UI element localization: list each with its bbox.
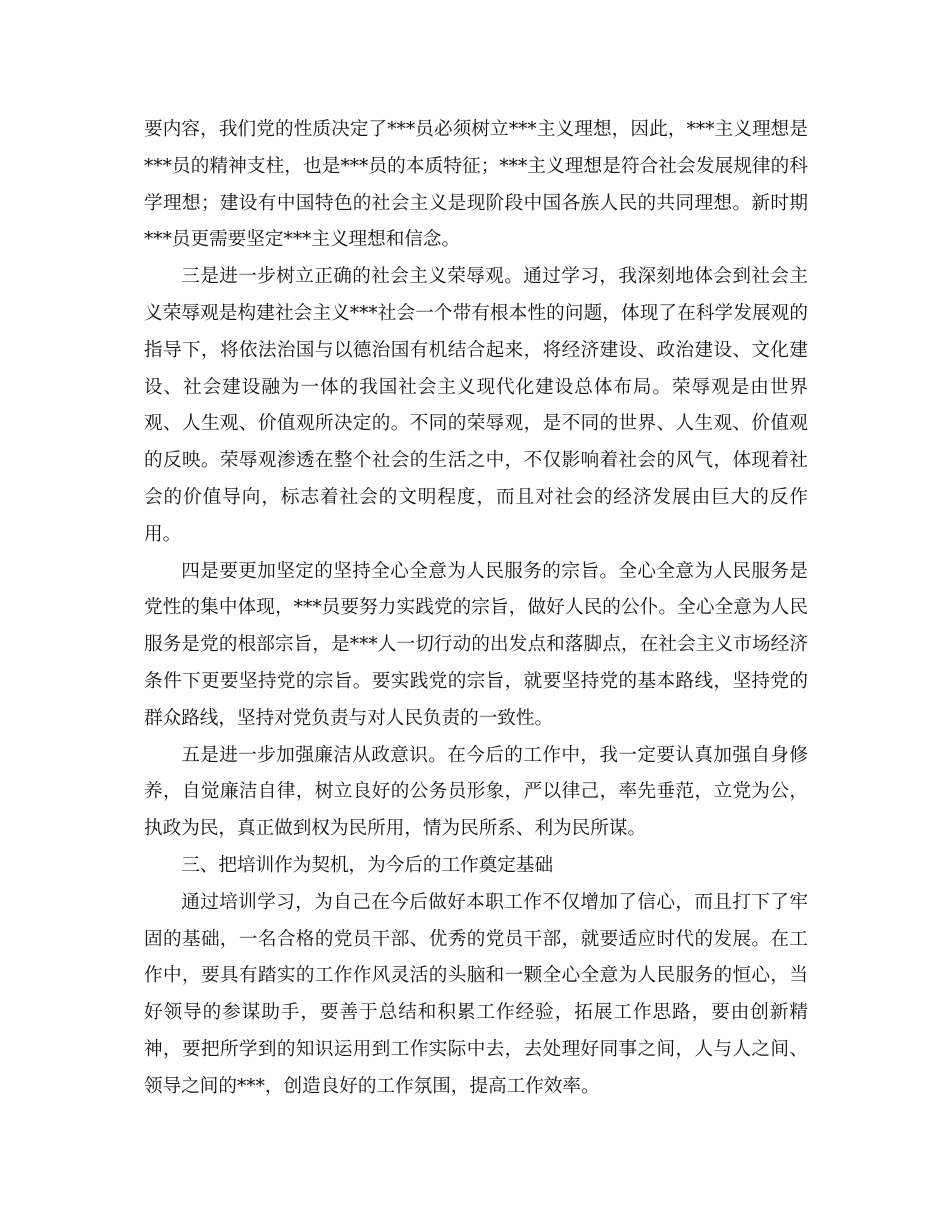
- paragraph-training-foundation: 通过培训学习，为自己在今后做好本职工作不仅增加了信心，而且打下了牢固的基础，一名合格的党员干部、优秀的党员干部，就要适应时代的发展。在工作中，要具有踏实的工作作风灵活的头脑和一颗全心全意为人民服务的恒心，当好领导的参谋助手，要善于总结和积累工作经验，拓展工作思路，要由创新精神，要把所学到的知识运用到工作实际中去，去处理好同事之间，人与人之间、领导之间的***，创造良好的工作氛围，提高工作效率。: [144, 891, 808, 1097]
- document-page: [144, 112, 808, 1106]
- paragraph-serve-people: 四是要更加坚定的坚持全心全意为人民服务的宗旨。全心全意为人民服务是党性的集中体现，***员要努力实践党的宗旨，做好人民的公仆。全心全意为人民服务是党的根部宗旨，是***人一切行动的出发点和落脚点，在社会主义市场经济条件下更要坚持党的宗旨。要实践党的宗旨，就要坚持党的基本路线，坚持党的群众路线，坚持对党负责与对人民负责的一致性。: [144, 560, 808, 729]
- paragraph-integrity: 五是进一步加强廉洁从政意识。在今后的工作中，我一定要认真加强自身修养，自觉廉洁自律，树立良好的公务员形象，严以律己，率先垂范，立党为公，执政为民，真正做到权为民所用，情为民所系、利为民所谋。: [144, 744, 808, 840]
- section-heading: 三、把培训作为契机，为今后的工作奠定基础: [181, 854, 554, 876]
- paragraph-continuation: 要内容，我们党的性质决定了***员必须树立***主义理想，因此，***主义理想是***员的精神支柱，也是***员的本质特征；***主义理想是符合社会发展规律的科学理想；建设有中国特色的社会主义是现阶段中国各族人民的共同理想。新时期***员更需要坚定***主义理想和信念。: [144, 119, 808, 251]
- paragraph-honor-concept: 三是进一步树立正确的社会主义荣辱观。通过学习，我深刻地体会到社会主义荣辱观是构建社会主义***社会一个带有根本性的问题，体现了在科学发展观的指导下，将依法治国与以德治国有机结合起来，将经济建设、政治建设、文化建设、社会建设融为一体的我国社会主义现代化建设总体布局。荣辱观是由世界观、人生观、价值观所决定的。不同的荣辱观，是不同的世界、人生观、价值观的反映。荣辱观渗透在整个社会的生活之中，不仅影响着社会的风气，体现着社会的价值导向，标志着社会的文明程度，而且对社会的经济发展由巨大的反作用。: [144, 266, 808, 545]
